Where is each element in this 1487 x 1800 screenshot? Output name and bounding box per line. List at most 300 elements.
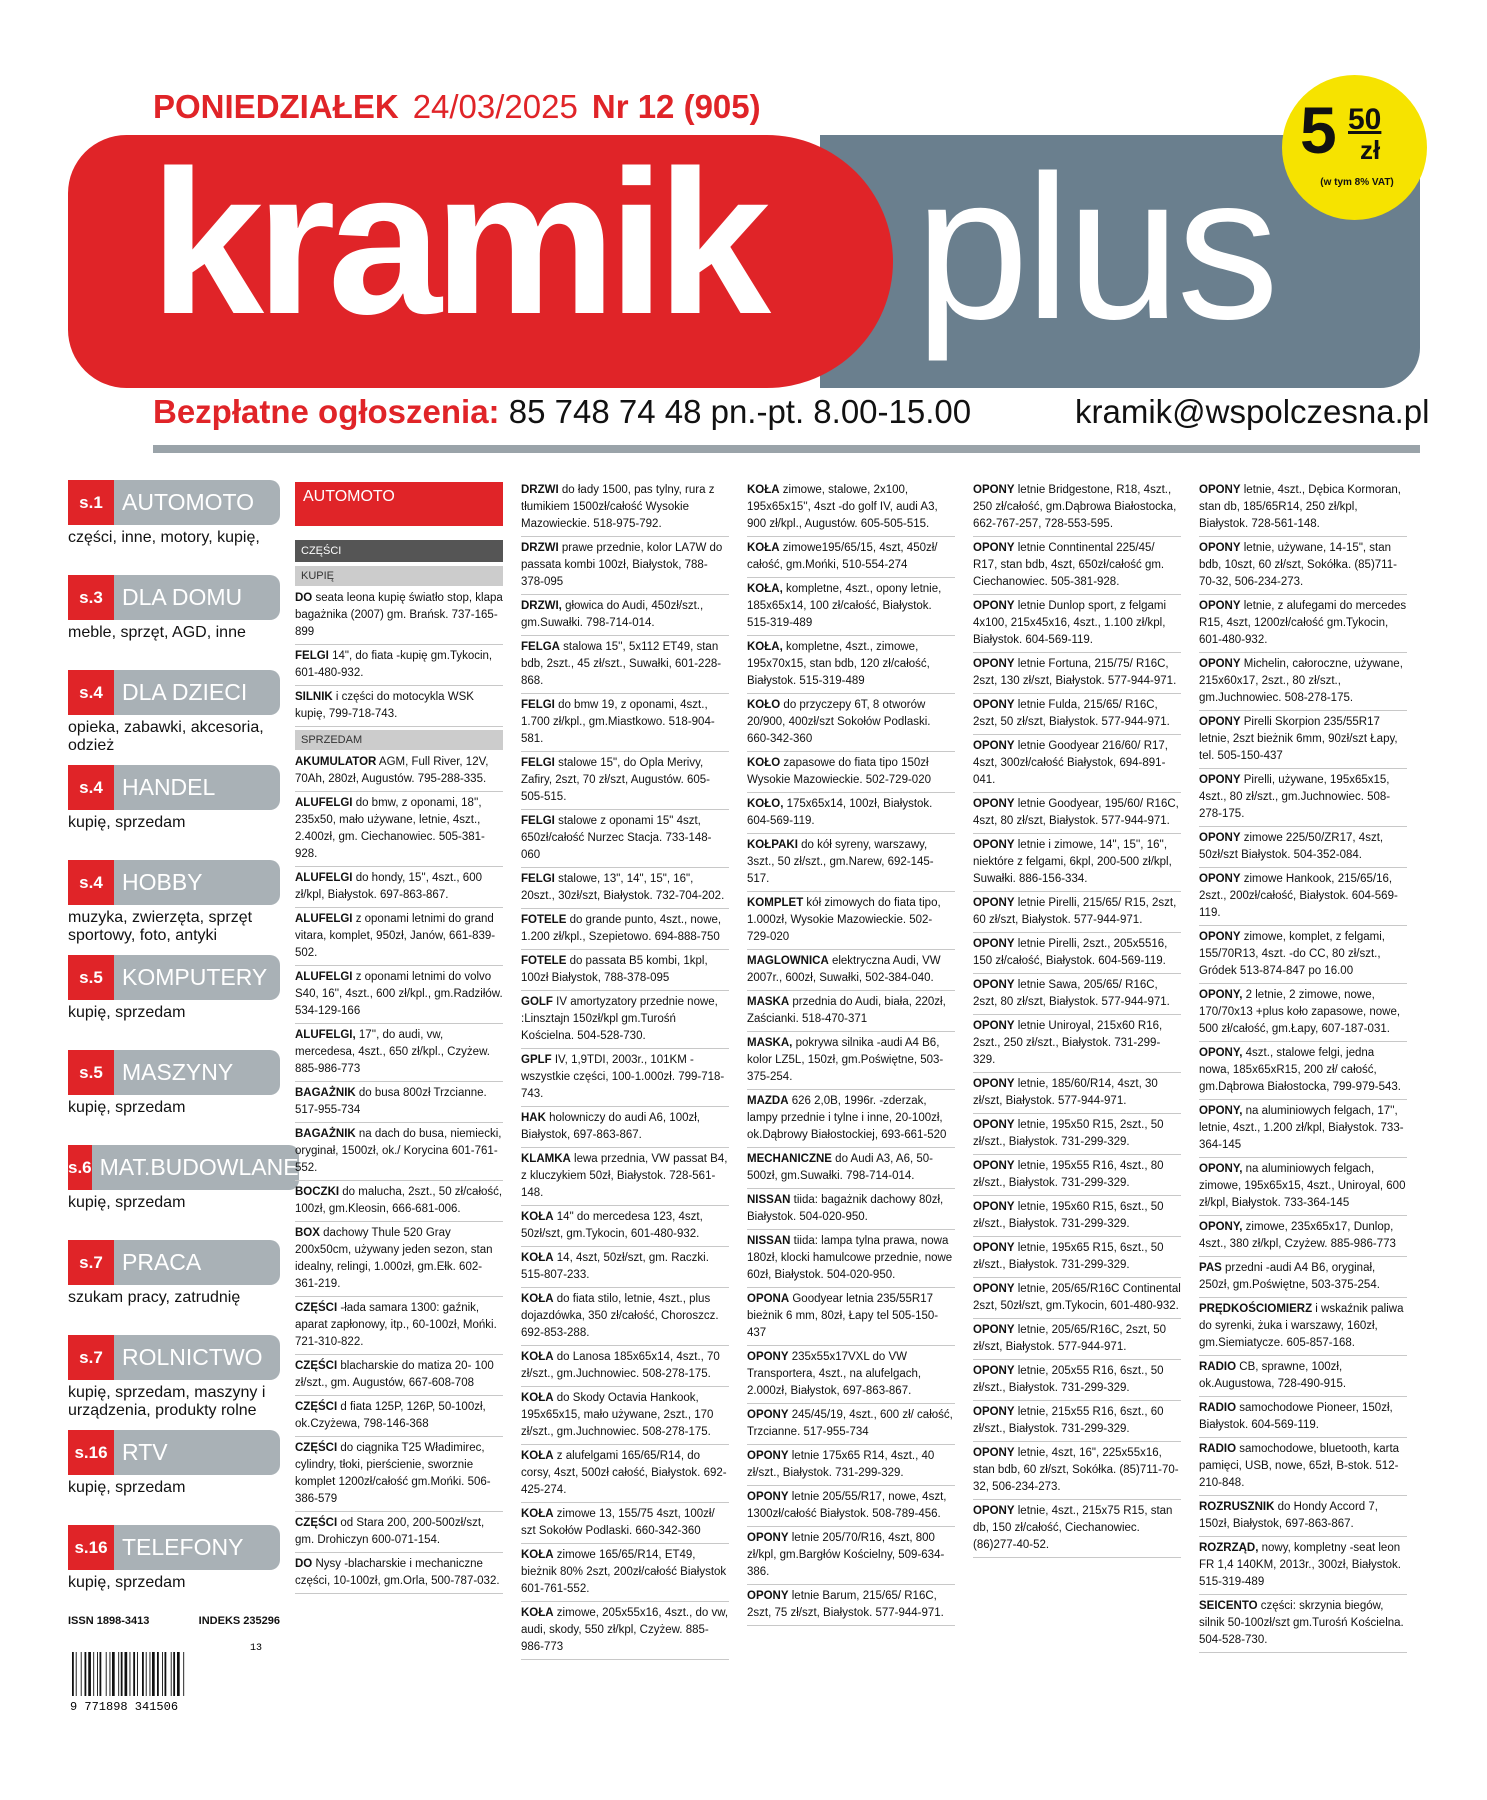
classified-ad bbox=[747, 1291, 955, 1346]
ad-text: stalowa 15'', 5x112 ET49, stan bdb, 2szt., 45 zł/szt., Suwałki, 601-228-868. bbox=[521, 641, 722, 687]
classified-ad bbox=[521, 912, 729, 950]
classified-ad bbox=[747, 1448, 955, 1486]
contact-email[interactable]: kramik@wspolczesna.pl bbox=[1075, 393, 1430, 430]
classified-ad bbox=[747, 639, 955, 694]
section-header bbox=[68, 1145, 299, 1190]
section-title: KOMPUTERY bbox=[114, 955, 280, 1000]
classified-ad bbox=[973, 1404, 1181, 1442]
classified-ad bbox=[521, 1110, 729, 1148]
ad-keyword: PAS bbox=[1199, 1262, 1222, 1274]
ad-keyword: GOLF bbox=[521, 996, 553, 1008]
classified-ad bbox=[747, 1349, 955, 1404]
ad-keyword: KOŁPAKI bbox=[747, 839, 798, 851]
section-title: HANDEL bbox=[114, 765, 280, 810]
ad-text: letnie, z alufegami do mercedes R15, 4szt, 1200zł/całość gm.Tykocin, 601-480-932. bbox=[1199, 600, 1407, 646]
ad-text: letnie Sawa, 205/65/ R16C, 2szt, 80 zł/szt, Białystok. 577-944-971. bbox=[973, 979, 1170, 1008]
ad-keyword: FOTELE bbox=[521, 955, 567, 967]
classified-ad bbox=[747, 1588, 955, 1626]
ad-text: letnie, 195x55 R16, 4szt., 80 zł/szt., Białystok. 731-299-329. bbox=[973, 1160, 1164, 1189]
classified-ad bbox=[1199, 656, 1407, 711]
ad-keyword: OPONY bbox=[1199, 600, 1241, 612]
ad-text: 175x65x14, 100zł, Białystok. 604-569-119. bbox=[747, 798, 933, 827]
ad-text: tiida: lampa tylna prawa, nowa 180zł, klocki hamulcowe przednie, nowe 60zł, Białystok. 504-020-950. bbox=[747, 1235, 953, 1281]
logo-kramik: kramik bbox=[150, 128, 764, 357]
ad-keyword: OPONY bbox=[973, 484, 1015, 496]
classified-ad bbox=[295, 1440, 503, 1512]
ad-keyword: ALUFELGI bbox=[295, 971, 353, 983]
ad-text: 14", do fiata -kupię gm.Tykocin, 601-480-932. bbox=[295, 650, 493, 679]
classified-ad bbox=[521, 1052, 729, 1107]
ad-keyword: RADIO bbox=[1199, 1402, 1237, 1414]
price-whole: 5 bbox=[1300, 93, 1337, 167]
classified-ad bbox=[521, 994, 729, 1049]
ad-keyword: ROZRZĄD, bbox=[1199, 1542, 1259, 1554]
classified-ad bbox=[1199, 1161, 1407, 1216]
ad-text: stalowe z oponami 15" 4szt, 650zł/całość Nurzec Stacja. 733-148-060 bbox=[521, 815, 712, 861]
section-description: części, inne, motory, kupię, bbox=[68, 529, 260, 546]
ad-text: letnie 205/55/R17, nowe, 4szt, 1300zł/całość Białystok. 508-789-456. bbox=[747, 1491, 947, 1520]
ad-keyword: OPONY bbox=[747, 1409, 789, 1421]
ad-keyword: FELGA bbox=[521, 641, 560, 653]
ad-text: Pirelli, używane, 195x65x15, 4szt., 80 zł/szt., gm.Juchnowiec. 508-278-175. bbox=[1199, 774, 1391, 820]
ad-keyword: ROZRUSZNIK bbox=[1199, 1501, 1275, 1513]
ad-text: pokrywa silnika -audi A4 B6, kolor LZ5L, 150zł, gm.Poświętne, 503-375-254. bbox=[747, 1037, 944, 1083]
ad-text: letnie, 205/65/R16C Continental 2szt, 50zł/szt, gm.Tykocin, 601-480-932. bbox=[973, 1283, 1181, 1312]
ad-keyword: OPONY bbox=[973, 1242, 1015, 1254]
section-page: s.4 bbox=[68, 860, 114, 905]
ad-text: letnie, 215x55 R16, 6szt., 60 zł/szt., Białystok. 731-299-329. bbox=[973, 1406, 1164, 1435]
ad-keyword: BAGAŻNIK bbox=[295, 1087, 356, 1099]
classified-ad bbox=[295, 1225, 503, 1297]
section-title: MASZYNY bbox=[114, 1050, 280, 1095]
ad-text: letnie Uniroyal, 215x60 R16, 2szt., 250 zł/szt., Białystok. 731-299-329. bbox=[973, 1020, 1163, 1066]
ad-text: od Stara 200, 200-500zł/szt, gm. Drohiczyn 600-071-154. bbox=[295, 1517, 485, 1546]
ad-keyword: OPONY bbox=[973, 938, 1015, 950]
classified-ad bbox=[295, 1085, 503, 1123]
ad-text: na aluminiowych felgach, 17'', letnie, 4szt., 1.200 zł/kpl, Białystok. 733-364-145 bbox=[1199, 1105, 1404, 1151]
section-title: HOBBY bbox=[114, 860, 280, 905]
ad-keyword: ALUFELGI bbox=[295, 913, 353, 925]
ad-keyword: OPONA bbox=[747, 1293, 790, 1305]
classified-ad bbox=[973, 738, 1181, 793]
section-item[interactable] bbox=[68, 1525, 280, 1618]
section-description: kupię, sprzedam bbox=[68, 1574, 186, 1591]
ad-keyword: OPONY, bbox=[1199, 1163, 1243, 1175]
section-item[interactable] bbox=[68, 1145, 299, 1238]
section-item[interactable] bbox=[68, 1240, 280, 1333]
ad-text: zimowe195/65/15, 4szt, 450zł/ całość, gm.Mońki, 510-554-274 bbox=[747, 542, 938, 571]
classified-ad bbox=[1199, 772, 1407, 827]
classified-ad bbox=[973, 936, 1181, 974]
section-item[interactable] bbox=[68, 860, 280, 953]
ad-keyword: OPONY bbox=[1199, 931, 1241, 943]
section-index bbox=[68, 480, 299, 1620]
section-page: s.4 bbox=[68, 765, 114, 810]
ad-keyword: CZĘŚCI bbox=[295, 1401, 338, 1413]
section-page: s.7 bbox=[68, 1240, 114, 1285]
ad-text: do bmw 19, z oponami, 4szt., 1.700 zł/kpl., gm.Miastkowo. 518-904-581. bbox=[521, 699, 715, 745]
ad-text: letnie, używane, 14-15", stan bdb, 10szt, 60 zł/szt, Sokółka. (85)711-70-32, 506-234-273. bbox=[1199, 542, 1397, 588]
ad-keyword: RADIO bbox=[1199, 1443, 1237, 1455]
ad-keyword: OPONY bbox=[973, 1119, 1015, 1131]
section-header bbox=[68, 670, 280, 715]
ad-keyword: KOŁA bbox=[521, 1252, 554, 1264]
section-page: s.4 bbox=[68, 670, 114, 715]
ad-keyword: HAK bbox=[521, 1112, 546, 1124]
price-fraction: 50 bbox=[1348, 103, 1382, 136]
section-header bbox=[68, 765, 280, 810]
ad-keyword: ALUFELGI bbox=[295, 872, 353, 884]
ad-keyword: KOŁA bbox=[521, 1392, 554, 1404]
ad-keyword: MAGLOWNICA bbox=[747, 955, 829, 967]
ad-text: zimowe 13, 155/75 4szt, 100zł/ szt Sokołów Podlaski. 660-342-360 bbox=[521, 1508, 715, 1537]
ad-keyword: RADIO bbox=[1199, 1361, 1237, 1373]
classified-ad bbox=[1199, 1301, 1407, 1356]
classified-ad bbox=[521, 1209, 729, 1247]
section-description: opieka, zabawki, akcesoria, odzież bbox=[68, 719, 264, 754]
ad-text: letnie Conntinental 225/45/ R17, stan bdb, 4szt, 650zł/całość gm. Ciechanowiec. 505-381-928. bbox=[973, 542, 1165, 588]
price-badge bbox=[1282, 75, 1427, 220]
ad-text: do malucha, 2szt., 50 zł/całość, 100zł, gm.Kleosin, 666-681-006. bbox=[295, 1186, 503, 1215]
ad-keyword: OPONY bbox=[973, 1160, 1015, 1172]
section-header bbox=[68, 480, 280, 525]
classified-ad bbox=[973, 1240, 1181, 1278]
classified-ad bbox=[747, 581, 955, 636]
ad-text: letnie, 4szt., Dębica Kormoran, stan db, 185/65R14, 250 zł/kpl, Białystok. 728-561-148. bbox=[1199, 484, 1401, 530]
section-item[interactable] bbox=[68, 1050, 280, 1143]
classified-ad bbox=[973, 540, 1181, 595]
ad-keyword: OPONY, bbox=[1199, 1221, 1243, 1233]
classified-ad bbox=[295, 1515, 503, 1553]
ad-keyword: OPONY bbox=[973, 798, 1015, 810]
classified-ad bbox=[747, 953, 955, 991]
ad-text: letnie 205/70/R16, 4szt, 800 zł/kpl, gm.Bargłów Kościelny, 509-634-386. bbox=[747, 1532, 945, 1578]
classified-ad bbox=[1199, 1598, 1407, 1653]
ad-text: letnie Pirelli, 215/65/ R15, 2szt, 60 zł/szt, Białystok. 577-944-971. bbox=[973, 897, 1177, 926]
section-page: s.7 bbox=[68, 1335, 114, 1380]
section-item[interactable] bbox=[68, 765, 280, 858]
ad-keyword: OPONY, bbox=[1199, 1105, 1243, 1117]
ad-text: stalowe, 13", 14", 15", 16", 20szt., 30zł/szt, Białystok. 732-704-202. bbox=[521, 873, 725, 902]
ad-keyword: OPONY bbox=[973, 1365, 1015, 1377]
classified-ad bbox=[1199, 929, 1407, 984]
section-description: meble, sprzęt, AGD, inne bbox=[68, 624, 246, 641]
ad-text: seata leona kupię światło stop, klapa bagażnika (2007) gm. Brańsk. 737-165-899 bbox=[295, 592, 503, 638]
classified-ad bbox=[747, 1192, 955, 1230]
ad-text: 14, 4szt, 50zł/szt, gm. Raczki. 515-807-233. bbox=[521, 1252, 709, 1281]
ad-text: lewa przednia, VW passat B4, z kluczykiem 50zł, Białystok. 728-561-148. bbox=[521, 1153, 728, 1199]
section-page: s.6 bbox=[68, 1145, 92, 1190]
classified-ad bbox=[973, 656, 1181, 694]
section-description: kupię, sprzedam bbox=[68, 1479, 186, 1496]
ad-text: prawe przednie, kolor LA7W do passata kombi 100zł, Białystok, 788-378-095 bbox=[521, 542, 723, 588]
ad-text: letnie, 195x50 R15, 2szt., 50 zł/szt., Białystok. 731-299-329. bbox=[973, 1119, 1164, 1148]
column-3 bbox=[747, 482, 955, 1629]
ad-keyword: KOŁO, bbox=[747, 798, 784, 810]
classified-ad bbox=[747, 994, 955, 1032]
section-item[interactable] bbox=[68, 1430, 280, 1523]
classified-ad bbox=[1199, 1103, 1407, 1158]
classified-ad bbox=[295, 870, 503, 908]
ad-keyword: SEICENTO bbox=[1199, 1600, 1258, 1612]
ad-keyword: KOŁA bbox=[747, 484, 780, 496]
ad-text: letnie 175x65 R14, 4szt., 40 zł/szt., Białystok. 731-299-329. bbox=[747, 1450, 935, 1479]
ad-keyword: PRĘDKOŚCIOMIERZ bbox=[1199, 1303, 1313, 1315]
classified-ad bbox=[1199, 1359, 1407, 1397]
ad-keyword: MAZDA bbox=[747, 1095, 789, 1107]
ad-keyword: FELGI bbox=[521, 873, 555, 885]
ad-keyword: OPONY bbox=[973, 1283, 1015, 1295]
ad-text: CB, sprawne, 100zł, ok.Augustowa, 728-490-915. bbox=[1199, 1361, 1347, 1390]
section-header bbox=[68, 575, 280, 620]
classified-ad bbox=[1199, 482, 1407, 537]
section-title: DLA DZIECI bbox=[114, 670, 280, 715]
ad-keyword: OPONY bbox=[973, 839, 1015, 851]
section-header bbox=[68, 1525, 280, 1570]
classified-ad bbox=[295, 795, 503, 867]
indeks: INDEKS 235296 bbox=[198, 1615, 280, 1627]
ad-text: do Hondy Accord 7, 150zł, Białystok, 697-863-867. bbox=[1199, 1501, 1378, 1530]
ad-keyword: OPONY bbox=[973, 1020, 1015, 1032]
classified-ad bbox=[1199, 598, 1407, 653]
classified-ad bbox=[747, 895, 955, 950]
category-automoto: AUTOMOTO bbox=[295, 482, 503, 526]
section-page: s.16 bbox=[68, 1525, 114, 1570]
ad-text: blacharskie do matiza 20- 100 zł/szt., gm. Augustów, 667-608-708 bbox=[295, 1360, 494, 1389]
ad-text: zimowe, 235x65x17, Dunlop, 4szt., 380 zł/kpl, Czyżew. 885-986-773 bbox=[1199, 1221, 1396, 1250]
ad-text: IV, 1,9TDI, 2003r., 101KM -wszystkie części, 100-1.000zł. 799-718-743. bbox=[521, 1054, 725, 1100]
ad-text: przednia do Audi, biała, 220zł, Zaścianki. 518-470-371 bbox=[747, 996, 946, 1025]
classified-ad bbox=[747, 755, 955, 793]
barcode-icon bbox=[68, 1640, 273, 1712]
ad-keyword: OPONY bbox=[973, 1078, 1015, 1090]
issue-day: PONIEDZIAŁEK bbox=[153, 88, 399, 125]
ad-text: do fiata stilo, letnie, 4szt., plus dojazdówka, 350 zł/całość, Choroszcz. 692-853-288. bbox=[521, 1293, 719, 1339]
ad-text: kompletne, 4szt., opony letnie, 185x65x14, 100 zł/całość, Białystok. 515-319-489 bbox=[747, 583, 942, 629]
section-description: kupię, sprzedam bbox=[68, 1004, 186, 1021]
classified-ad bbox=[1199, 830, 1407, 868]
issue-date: 24/03/2025 bbox=[412, 88, 578, 125]
section-title: PRACA bbox=[114, 1240, 280, 1285]
ad-text: IV amortyzatory przednie nowe, :Linsztajn 150zł/kpl gm.Turośń Kościelna. 504-528-730. bbox=[521, 996, 718, 1042]
ad-keyword: DRZWI bbox=[521, 542, 559, 554]
ad-text: do bmw, z oponami, 18'', 235x50, mało używane, letnie, 4szt., 2.400zł, gm. Ciechanowiec. 505-381-928. bbox=[295, 797, 485, 860]
ad-keyword: OPONY bbox=[973, 542, 1015, 554]
classified-ad bbox=[295, 689, 503, 727]
category-sprzedam: SPRZEDAM bbox=[295, 730, 503, 750]
classified-ad bbox=[973, 1117, 1181, 1155]
ad-text: letnie Fulda, 215/65/ R16C, 2szt, 50 zł/szt, Białystok. 577-944-971. bbox=[973, 699, 1170, 728]
ad-text: 4szt., stalowe felgi, jedna nowa, 185x65xR15, 200 zł/ całość, gm.Dąbrowa Białostocka, 799-979-543. bbox=[1199, 1047, 1402, 1093]
ad-keyword: KOMPLET bbox=[747, 897, 804, 909]
price-vat: (w tym 8% VAT) bbox=[1320, 177, 1394, 188]
ad-text: -łada samara 1300: gaźnik, aparat zapłonowy, itp., 60-100zł, Mońki. 721-310-822. bbox=[295, 1302, 497, 1348]
section-header bbox=[68, 955, 280, 1000]
classified-ad bbox=[521, 1291, 729, 1346]
ad-text: letnie, 195x65 R15, 6szt., 50 zł/szt., Białystok. 731-299-329. bbox=[973, 1242, 1164, 1271]
ad-text: do hondy, 15'', 4szt., 600 zł/kpl, Białystok. 697-863-867. bbox=[295, 872, 482, 901]
ad-text: letnie, 4szt., 215x75 R15, stan db, 150 zł/całość, Ciechanowiec. (86)277-40-52. bbox=[973, 1505, 1173, 1551]
classified-ad bbox=[973, 482, 1181, 537]
classified-ad bbox=[521, 1506, 729, 1544]
section-description: kupię, sprzedam bbox=[68, 1194, 186, 1211]
classified-ad bbox=[973, 1076, 1181, 1114]
classified-ad bbox=[521, 1349, 729, 1387]
classified-ad bbox=[1199, 1260, 1407, 1298]
barcode-number: 9 771898 341506 bbox=[70, 1700, 179, 1714]
ad-keyword: DRZWI bbox=[521, 484, 559, 496]
ad-text: letnie, 205/65/R16C, 2szt, 50 zł/szt, Białystok. 577-944-971. bbox=[973, 1324, 1167, 1353]
ad-text: tiida: bagażnik dachowy 80zł, Białystok. 504-020-950. bbox=[747, 1194, 944, 1223]
ad-keyword: NISSAN bbox=[747, 1194, 791, 1206]
ad-keyword: FELGI bbox=[521, 815, 555, 827]
price-currency: zł bbox=[1360, 135, 1381, 165]
ad-keyword: OPONY bbox=[747, 1532, 789, 1544]
ad-keyword: FELGI bbox=[521, 699, 555, 711]
section-page: s.16 bbox=[68, 1430, 114, 1475]
ad-keyword: SILNIK bbox=[295, 691, 333, 703]
ad-keyword: DRZWI, bbox=[521, 600, 562, 612]
ad-keyword: OPONY bbox=[1199, 774, 1241, 786]
ad-text: letnie Barum, 215/65/ R16C, 2szt, 75 zł/szt, Białystok. 577-944-971. bbox=[747, 1590, 944, 1619]
classified-ad bbox=[973, 697, 1181, 735]
ad-text: do Lanosa 185x65x14, 4szt., 70 zł/szt., gm.Juchnowiec. 508-278-175. bbox=[521, 1351, 720, 1380]
ad-text: części: skrzynia biegów, silnik 50-100zł/szt gm.Turośń Kościelna. 504-528-730. bbox=[1199, 1600, 1404, 1646]
classified-ad bbox=[1199, 540, 1407, 595]
ad-keyword: CZĘŚCI bbox=[295, 1442, 338, 1454]
section-page: s.5 bbox=[68, 955, 114, 1000]
ad-text: nowy, kompletny -seat leon FR 1,4 140KM, 2013r., 300zł, Białystok. 515-319-489 bbox=[1199, 1542, 1401, 1588]
ad-text: do przyczepy 6T, 8 otworów 20/900, 400zł/szt Sokołów Podlaski. 660-342-360 bbox=[747, 699, 931, 745]
ad-keyword: AKUMULATOR bbox=[295, 756, 377, 768]
ad-keyword: OPONY bbox=[747, 1351, 789, 1363]
section-item[interactable] bbox=[68, 670, 280, 763]
ad-keyword: KOŁA bbox=[521, 1211, 554, 1223]
ad-keyword: OPONY bbox=[1199, 832, 1241, 844]
ad-text: z oponami letnimi do volvo S40, 16'', 4szt., 600 zł/kpl., gm.Radziłów. 534-129-166 bbox=[295, 971, 503, 1017]
ad-text: na aluminiowych felgach, zimowe, 195x65x15, 4szt., Uniroyal, 600 zł/kpl, Białystok. 733-364-145 bbox=[1199, 1163, 1406, 1209]
ad-keyword: OPONY bbox=[747, 1491, 789, 1503]
ad-keyword: KLAMKA bbox=[521, 1153, 571, 1165]
section-item[interactable] bbox=[68, 575, 280, 668]
classified-ad bbox=[295, 1358, 503, 1396]
ad-text: 245/45/19, 4szt., 600 zł/ całość, Trzcianne. 517-955-734 bbox=[747, 1409, 953, 1438]
ad-text: zimowe, 205x55x16, 4szt., do vw, audi, skody, 550 zł/kpl, Czyżew. 885-986-773 bbox=[521, 1607, 729, 1653]
ad-text: letnie, 4szt, 16", 225x55x16, stan bdb, 60 zł/szt, Sokółka. (85)711-70-32, 506-234-273. bbox=[973, 1447, 1179, 1493]
ad-keyword: OPONY, bbox=[1199, 989, 1243, 1001]
section-item[interactable] bbox=[68, 955, 280, 1048]
classified-ad bbox=[521, 1151, 729, 1206]
classified-ad bbox=[973, 837, 1181, 892]
ad-keyword: OPONY bbox=[973, 1324, 1015, 1336]
ad-text: letnie Pirelli, 2szt., 205x5516, 150 zł/całość, Białystok. 604-569-119. bbox=[973, 938, 1168, 967]
section-title: RTV bbox=[114, 1430, 280, 1475]
column-2 bbox=[521, 482, 729, 1663]
section-title: TELEFONY bbox=[114, 1525, 280, 1570]
ad-keyword: OPONY bbox=[973, 1447, 1015, 1459]
ad-keyword: KOŁA bbox=[747, 542, 780, 554]
ad-text: AGM, Full River, 12V, 70Ah, 280zł, Augustów. 795-288-335. bbox=[295, 756, 489, 785]
ad-text: elektryczna Audi, VW 2007r., 600zł, Suwałki, 502-384-040. bbox=[747, 955, 941, 984]
ad-text: do ciągnika T25 Władimirec, cylindry, tłoki, pierścienie, sworznie komplet 1200zł/całość gm.Mońki. 506-386-579 bbox=[295, 1442, 491, 1505]
section-header bbox=[68, 1050, 280, 1095]
classified-ad bbox=[973, 1018, 1181, 1073]
section-item[interactable] bbox=[68, 480, 280, 573]
classified-ad bbox=[747, 796, 955, 834]
section-item[interactable] bbox=[68, 1335, 280, 1428]
ad-text: zimowe Hankook, 215/65/16, 2szt., 200zł/całość, Białystok. 604-569-119. bbox=[1199, 873, 1398, 919]
section-page: s.5 bbox=[68, 1050, 114, 1095]
ad-text: i części do motocykla WSK kupię, 799-718-743. bbox=[295, 691, 474, 720]
classified-ad bbox=[295, 648, 503, 686]
ad-text: letnie, 195x60 R15, 6szt., 50 zł/szt., Białystok. 731-299-329. bbox=[973, 1201, 1164, 1230]
ad-text: dachowy Thule 520 Gray 200x50cm, używany jeden sezon, stan idealny, relingi, 1.000zł, gm.Ełk. 602-361-219. bbox=[295, 1227, 493, 1290]
classified-ad bbox=[973, 598, 1181, 653]
classified-ad bbox=[747, 697, 955, 752]
ad-text: kompletne, 4szt., zimowe, 195x70x15, stan bdb, 120 zł/całość, Białystok. 515-319-489 bbox=[747, 641, 930, 687]
ad-keyword: DO bbox=[295, 592, 313, 604]
ad-keyword: ALUFELGI, bbox=[295, 1029, 356, 1041]
classified-ad bbox=[1199, 1045, 1407, 1100]
ad-text: zimowe 225/50/ZR17, 4szt, 50zł/szt Białystok. 504-352-084. bbox=[1199, 832, 1384, 861]
classified-ad bbox=[521, 1390, 729, 1445]
classified-ad bbox=[521, 1605, 729, 1660]
classified-ad bbox=[1199, 1499, 1407, 1537]
ad-text: stalowe 15", do Opla Merivy, Zafiry, 2szt, 70 zł/szt, Augustów. 605-505-515. bbox=[521, 757, 710, 803]
ad-keyword: KOŁA bbox=[521, 1450, 554, 1462]
section-header bbox=[68, 860, 280, 905]
issue-number: Nr 12 (905) bbox=[591, 88, 761, 125]
ad-keyword: OPONY bbox=[747, 1450, 789, 1462]
ad-text: Goodyear letnia 235/55R17 bieżnik 6 mm, 80zł, Łapy tel 505-150-437 bbox=[747, 1293, 939, 1339]
classified-ad bbox=[521, 697, 729, 752]
classified-ad bbox=[1199, 1540, 1407, 1595]
classified-ad bbox=[295, 969, 503, 1024]
ad-keyword: OPONY bbox=[1199, 542, 1241, 554]
ad-text: Michelin, całoroczne, używane, 215x60x17, 2szt., 80 zł/szt., gm.Juchnowiec. 508-278-175. bbox=[1199, 658, 1403, 704]
issn: ISSN 1898-3413 bbox=[68, 1615, 150, 1627]
ad-keyword: KOŁO bbox=[747, 699, 781, 711]
classified-ad bbox=[747, 1151, 955, 1189]
classified-ad bbox=[747, 1530, 955, 1585]
section-title: ROLNICTWO bbox=[114, 1335, 280, 1380]
classified-ad bbox=[973, 1199, 1181, 1237]
ad-keyword: OPONY bbox=[1199, 658, 1241, 670]
ad-text: z oponami letnimi do grand vitara, komplet, 950zł, Janów, 661-839-502. bbox=[295, 913, 496, 959]
ad-text: zapasowe do fiata tipo 150zł Wysokie Mazowieckie. 502-729-020 bbox=[747, 757, 931, 786]
ad-text: do grande punto, 4szt., nowe, 1.200 zł/kpl., Szepietowo. 694-888-750 bbox=[521, 914, 722, 943]
ad-text: Pirelli Skorpion 235/55R17 letnie, 2szt bieżnik 6mm, 90zł/szt Łapy, tel. 505-150-437 bbox=[1199, 716, 1398, 762]
ad-keyword: BAGAŻNIK bbox=[295, 1128, 356, 1140]
classified-ad bbox=[973, 1445, 1181, 1500]
classified-ad bbox=[521, 1547, 729, 1602]
classified-ad bbox=[973, 977, 1181, 1015]
ad-keyword: OPONY bbox=[1199, 873, 1241, 885]
classified-ad bbox=[295, 1556, 503, 1594]
ad-text: zimowe 165/65/R14, ET49, bieżnik 80% 2szt, 200zł/całość Białystok 601-761-552. bbox=[521, 1549, 727, 1595]
ad-text: głowica do Audi, 450zł/szt., gm.Suwałki. 798-714-014. bbox=[521, 600, 704, 629]
ad-text: letnie Goodyear 216/60/ R17, 4szt, 300zł/całość Białystok, 694-891-041. bbox=[973, 740, 1168, 786]
classified-ad bbox=[521, 813, 729, 868]
classified-ad bbox=[295, 754, 503, 792]
dateline bbox=[153, 88, 761, 126]
ad-text: 626 2,0B, 1996r. -zderzak, lampy przednie i tylne i inne, 20-100zł, ok.Dąbrowy Białostockiej, 693-661-520 bbox=[747, 1095, 947, 1141]
ad-keyword: OPONY bbox=[973, 600, 1015, 612]
classified-ad bbox=[521, 871, 729, 909]
column-1 bbox=[295, 482, 503, 1597]
classified-ad bbox=[1199, 714, 1407, 769]
ad-text: do kół syreny, warszawy, 3szt., 50 zł/szt., gm.Narew, 692-145-517. bbox=[747, 839, 934, 885]
